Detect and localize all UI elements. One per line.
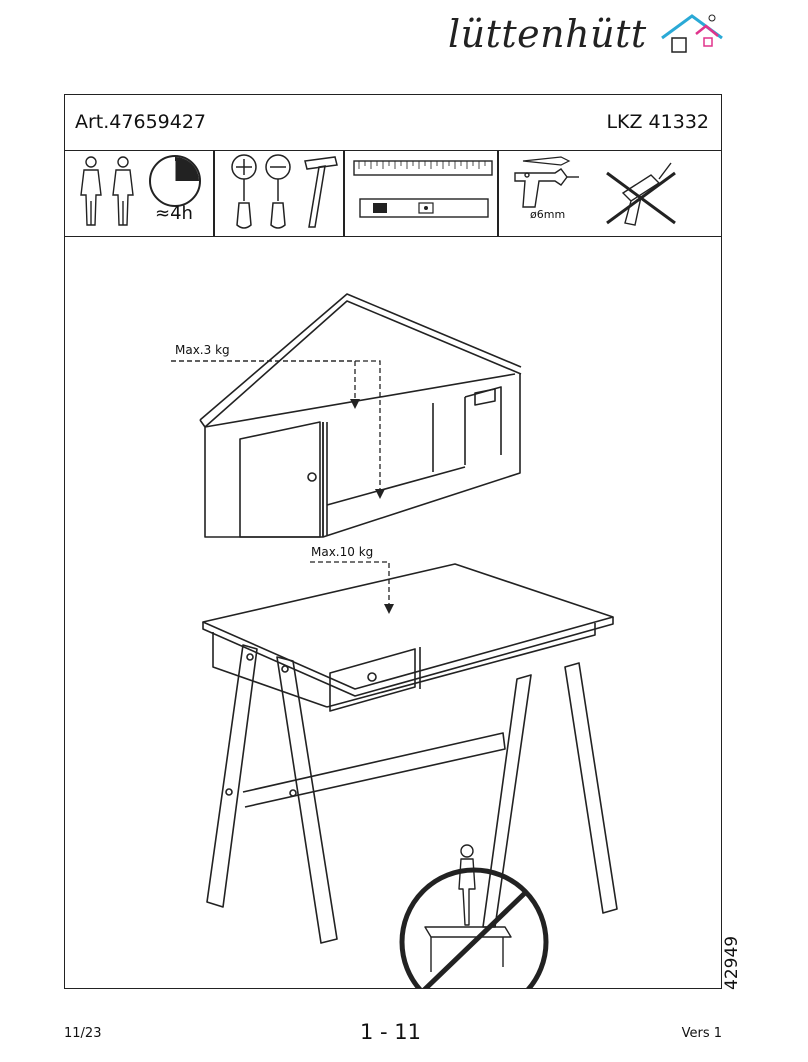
tools-divider xyxy=(343,151,345,236)
desk xyxy=(203,564,617,943)
brand-logo xyxy=(448,10,738,72)
tools-row xyxy=(65,151,721,237)
header-row xyxy=(65,95,721,151)
house-shelf xyxy=(200,294,521,537)
article-number: Art.47659427 xyxy=(75,111,207,133)
side-code: 42949 xyxy=(722,935,742,990)
shelf-load-label: Max.3 kg xyxy=(175,343,230,357)
instruction-frame xyxy=(64,94,722,989)
page-number: 1 - 11 xyxy=(360,1020,422,1044)
assembly-drawing xyxy=(65,237,721,988)
drill-size: ø6mm xyxy=(530,208,566,221)
brand-name: lüttenhütt xyxy=(448,12,647,56)
no-standing-symbol xyxy=(402,845,546,988)
lkz-code: LKZ 41332 xyxy=(606,111,709,133)
footer-date: 11/23 xyxy=(64,1026,102,1041)
tools-divider xyxy=(497,151,499,236)
house-logo-icon xyxy=(658,10,728,60)
desk-load-label: Max.10 kg xyxy=(311,545,374,559)
footer-version: Vers 1 xyxy=(681,1026,722,1041)
assembly-time: ≈4h xyxy=(155,203,193,224)
tools-divider xyxy=(213,151,215,236)
